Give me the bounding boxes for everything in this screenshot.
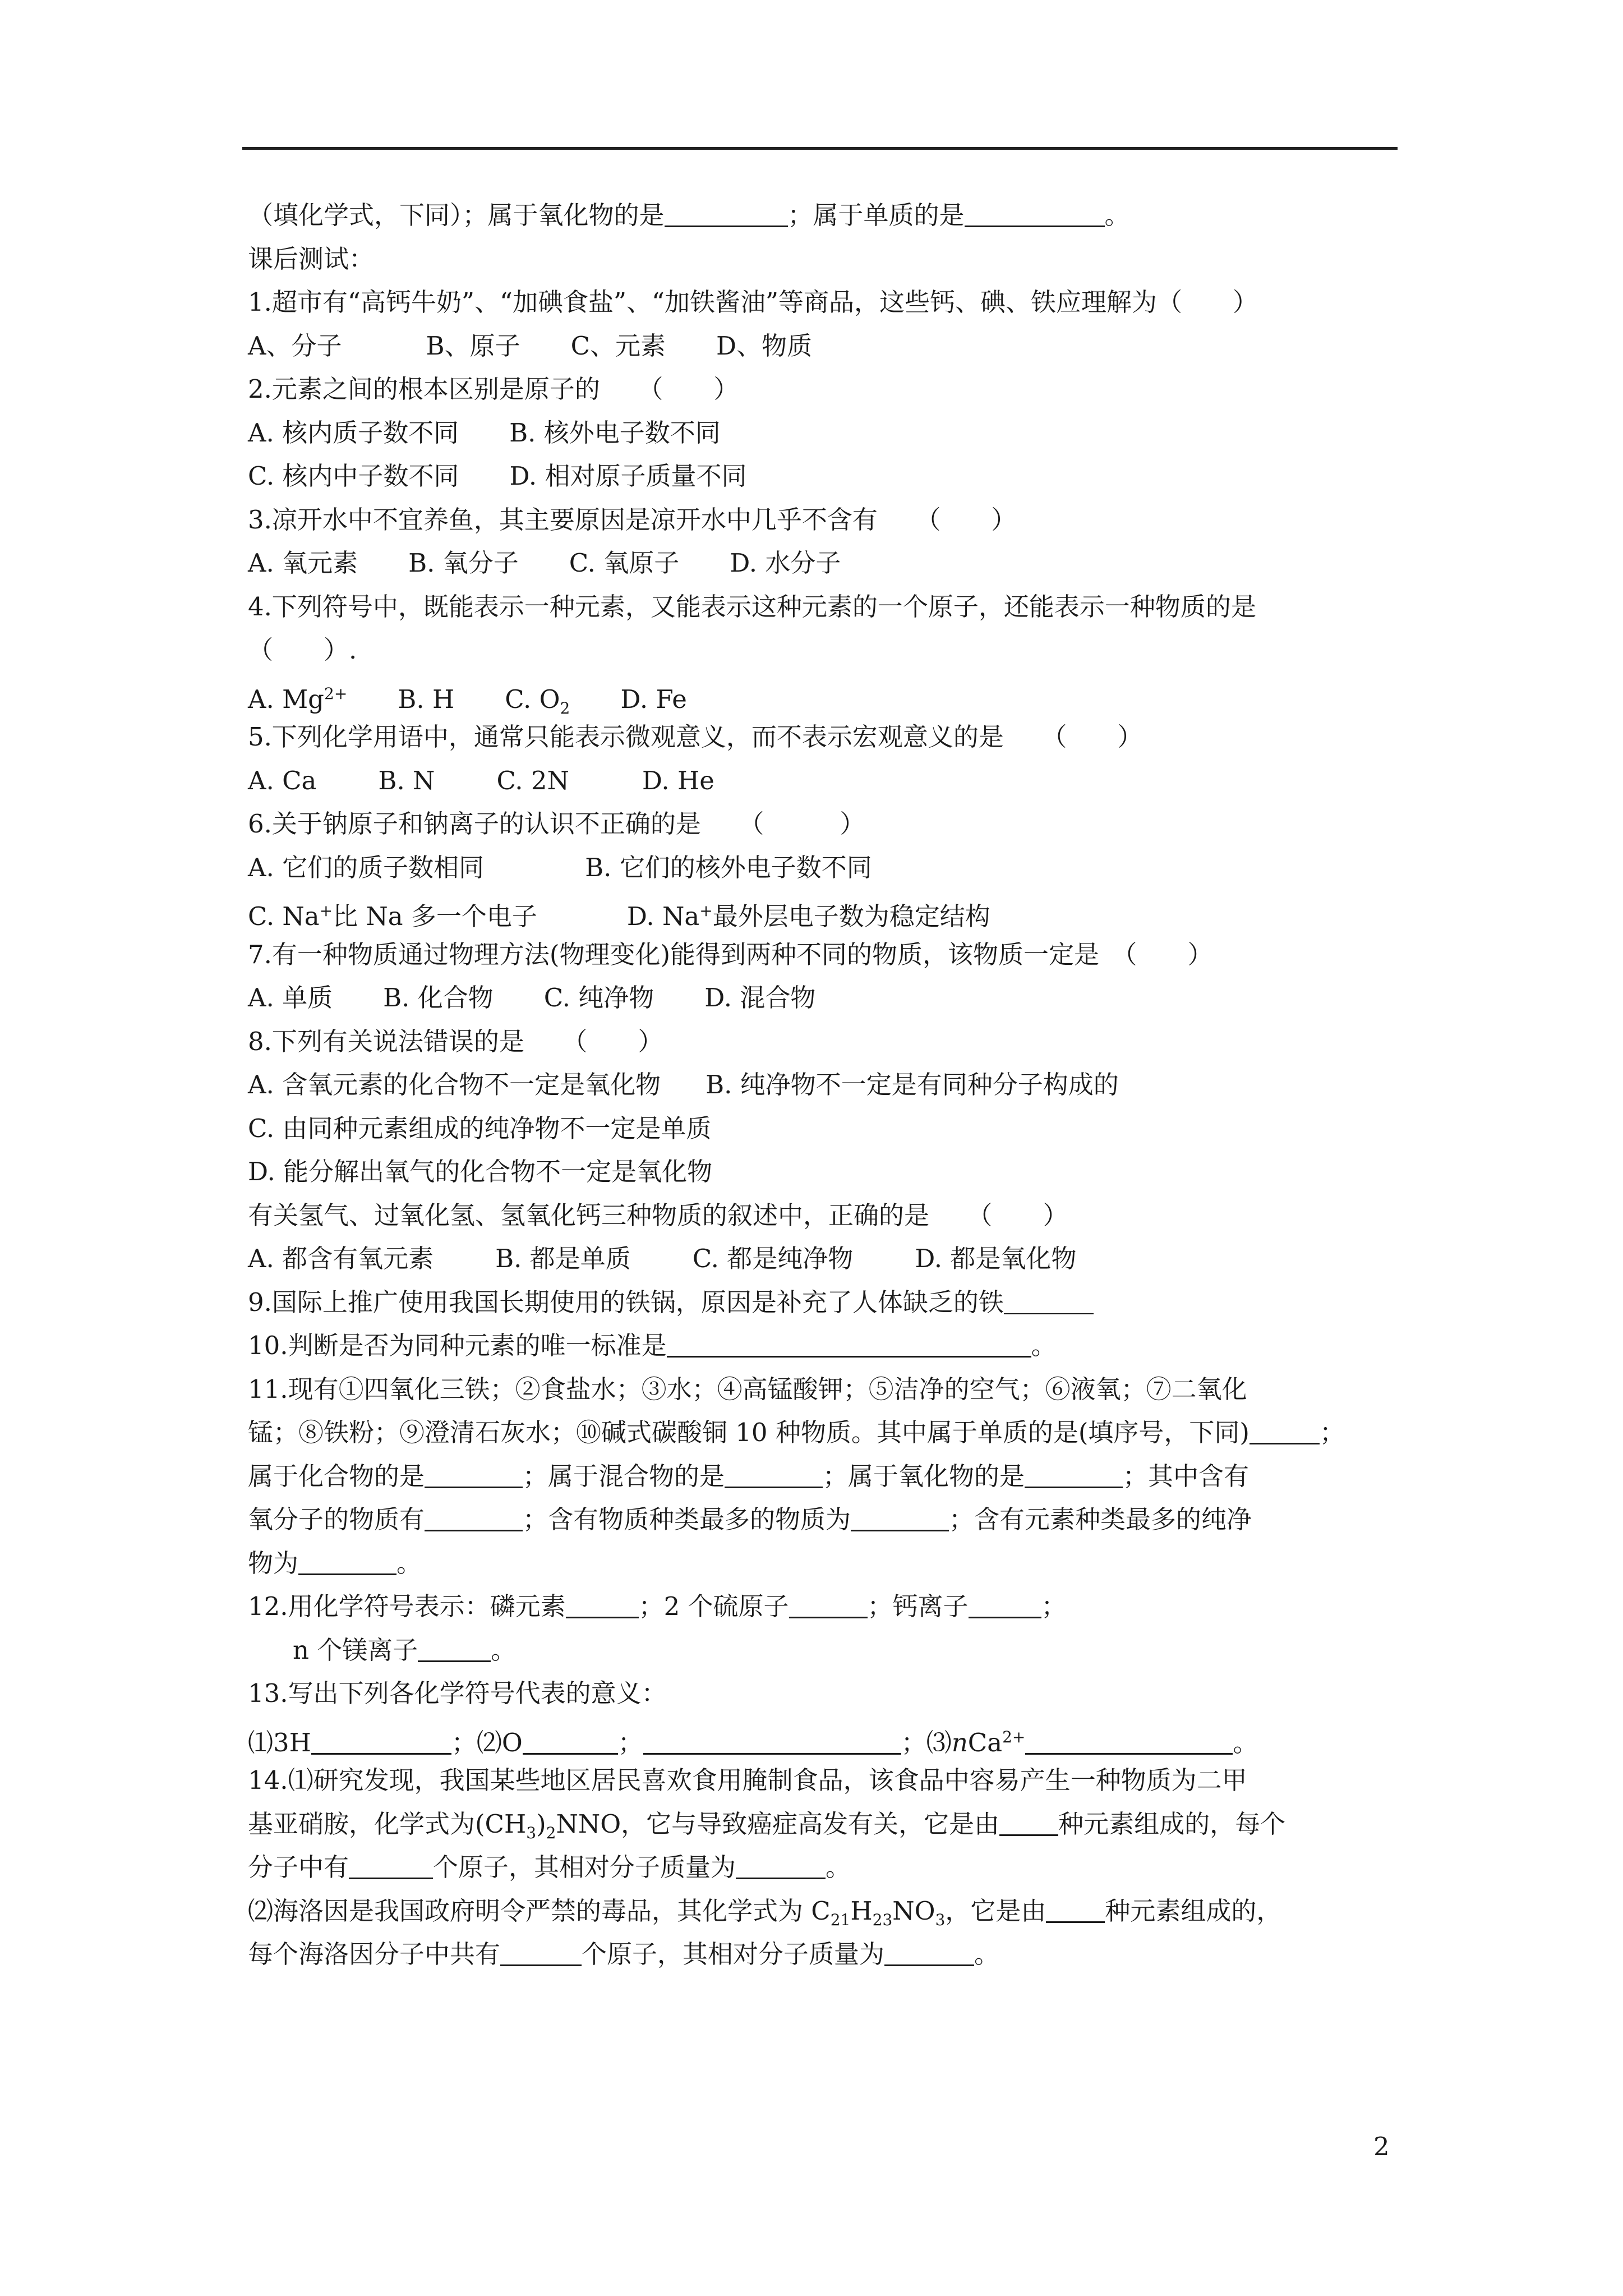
question-8-options-ab: A. 含氧元素的化合物不一定是氧化物 B. 纯净物不一定是有同种分子构成的 xyxy=(248,1070,1119,1099)
blank[interactable] xyxy=(736,1849,826,1879)
question-11-line4: 氧分子的物质有 ；含有物质种类最多的物质为 ；含有元素种类最多的纯净 xyxy=(248,1498,1437,1542)
question-5: 5.下列化学用语中，通常只能表示微观意义，而不表示宏观意义的是 （ ） xyxy=(248,722,1143,752)
blank[interactable] xyxy=(298,1545,396,1575)
blank[interactable] xyxy=(1249,1415,1320,1444)
blank[interactable] xyxy=(1046,1893,1105,1923)
blank[interactable] xyxy=(311,1725,451,1755)
question-11-line5: 物为 。 xyxy=(248,1542,1437,1585)
question-2-options-cd: C. 核内中子数不同 D. 相对原子质量不同 xyxy=(248,461,747,491)
page-number: 2 xyxy=(1373,2132,1390,2161)
blank[interactable] xyxy=(667,1328,1031,1358)
question-10: 10.判断是否为同种元素的唯一标准是 。 xyxy=(248,1324,1437,1368)
blank[interactable] xyxy=(1025,1725,1233,1755)
blank[interactable] xyxy=(965,197,1105,227)
question-3-options: A. 氧元素 B. 氧分子 C. 氧原子 D. 水分子 xyxy=(248,548,841,578)
blank[interactable] xyxy=(999,1806,1058,1836)
question-7-options: A. 单质 B. 化合物 C. 纯净物 D. 混合物 xyxy=(248,983,816,1013)
question-1-options: A、分子 B、原子 C、元素 D、物质 xyxy=(248,330,813,361)
blank[interactable] xyxy=(425,1502,523,1531)
question-9: 9.国际上推广使用我国长期使用的铁锅，原因是补充了人体缺乏的铁 xyxy=(248,1281,1437,1324)
question-14-line4: ⑵海洛因是我国政府明令严禁的毒品，其化学式为 $C_{21}H_{23}NO_3$，它是由 种元素组成的， xyxy=(248,1889,1437,1933)
question-14-line2: 基亚硝胺，化学式为$(CH_3)_2NNO$，它与导致癌症高发有关，它是由 种元素组成的，每个 xyxy=(248,1802,1437,1846)
question-8-option-d: D. 能分解出氧气的化合物不一定是氧化物 xyxy=(248,1157,713,1186)
question-8: 8.下列有关说法错误的是 （ ） xyxy=(248,1026,663,1056)
question-11-line2: 锰；⑧铁粉；⑨澄清石灰水；⑩碱式碳酸铜 10 种物质。其中属于单质的是(填序号，下同) ； xyxy=(248,1411,1437,1455)
question-12-line1: 12.用化学符号表示：磷元素 ；2 个硫原子 ；钙离子 ； xyxy=(248,1585,1437,1628)
blank[interactable] xyxy=(851,1502,949,1531)
blank[interactable] xyxy=(789,1589,868,1618)
blank[interactable] xyxy=(1025,1458,1123,1488)
blank[interactable] xyxy=(1004,1285,1094,1314)
question-11-line3: 属于化合物的是 ；属于混合物的是 ；属于氧化物的是 ；其中含有 xyxy=(248,1455,1437,1498)
question-4: 4.下列符号中，既能表示一种元素，又能表示这种元素的一个原子，还能表示一种物质的是 xyxy=(248,591,1256,622)
line-fill-formula: （填化学式，下同）；属于氧化物的是 ；属于单质的是 。 xyxy=(248,194,1437,237)
question-2: 2.元素之间的根本区别是原子的 （ ） xyxy=(248,374,739,404)
question-14-line3: 分子中有 个原子，其相对分子质量为 。 xyxy=(248,1846,1437,1889)
blank[interactable] xyxy=(969,1589,1041,1618)
question-8b: 有关氢气、过氧化氢、氢氧化钙三种物质的叙述中，正确的是 （ ） xyxy=(248,1200,1068,1230)
section-title: 课后测试： xyxy=(248,243,375,274)
question-14-line5: 每个海洛因分子中共有 个原子，其相对分子质量为 。 xyxy=(248,1932,1437,1976)
question-3: 3.凉开水中不宜养鱼，其主要原因是凉开水中几乎不含有 （ ） xyxy=(248,504,1017,535)
blank[interactable] xyxy=(500,1936,582,1966)
blank[interactable] xyxy=(643,1725,901,1755)
question-13: 13.写出下列各化学符号代表的意义： xyxy=(248,1678,667,1708)
blank[interactable] xyxy=(349,1849,433,1879)
question-4-options: A. $Mg^{2+}$ B. H C. $O_2$ D. Fe xyxy=(248,684,687,717)
blank[interactable] xyxy=(523,1725,618,1755)
question-7: 7.有一种物质通过物理方法(物理变化)能得到两种不同的物质，该物质一定是 （ ） xyxy=(248,939,1213,969)
exercise-body xyxy=(248,194,1437,1976)
question-6-options-cd: C. Na+比 Na 多一个电子 D. Na+最外层电子数为稳定结构 xyxy=(248,901,990,931)
question-6: 6.关于钠原子和钠离子的认识不正确的是 （ ） xyxy=(248,809,865,839)
question-6-options-ab: A. 它们的质子数相同 B. 它们的核外电子数不同 xyxy=(248,852,872,882)
blank[interactable] xyxy=(725,1458,823,1488)
question-8b-options: A. 都含有氧元素 B. 都是单质 C. 都是纯净物 D. 都是氧化物 xyxy=(248,1244,1077,1273)
question-5-options: A. Ca B. N C. 2N D. He xyxy=(248,765,714,795)
blank[interactable] xyxy=(665,197,788,227)
question-8-option-c: C. 由同种元素组成的纯净物不一定是单质 xyxy=(248,1113,712,1143)
question-11-line1: 11.现有①四氧化三铁；②食盐水；③水；④高锰酸钾；⑤洁净的空气；⑥液氧；⑦二氧化 xyxy=(248,1374,1247,1404)
blank[interactable] xyxy=(884,1936,974,1966)
question-12-line2: n 个镁离子 。 xyxy=(248,1628,1437,1672)
question-13-blanks: ⑴3H ；⑵O ； ；⑶nCa$^{2+}$ 。 xyxy=(248,1715,1437,1759)
blank[interactable] xyxy=(566,1589,639,1618)
blank[interactable] xyxy=(418,1632,491,1662)
question-14-line1: 14.⑴研究发现，我国某些地区居民喜欢食用腌制食品，该食品中容易产生一种物质为二甲 xyxy=(248,1765,1247,1795)
question-4-cont: （ ）. xyxy=(248,635,357,665)
question-1: 1.超市有“高钙牛奶”、“加碘食盐”、“加铁酱油”等商品，这些钙、碘、铁应理解为（ ） xyxy=(248,287,1258,317)
question-2-options-ab: A. 核内质子数不同 B. 核外电子数不同 xyxy=(248,417,721,448)
header-rule xyxy=(242,147,1398,150)
blank[interactable] xyxy=(425,1458,523,1488)
